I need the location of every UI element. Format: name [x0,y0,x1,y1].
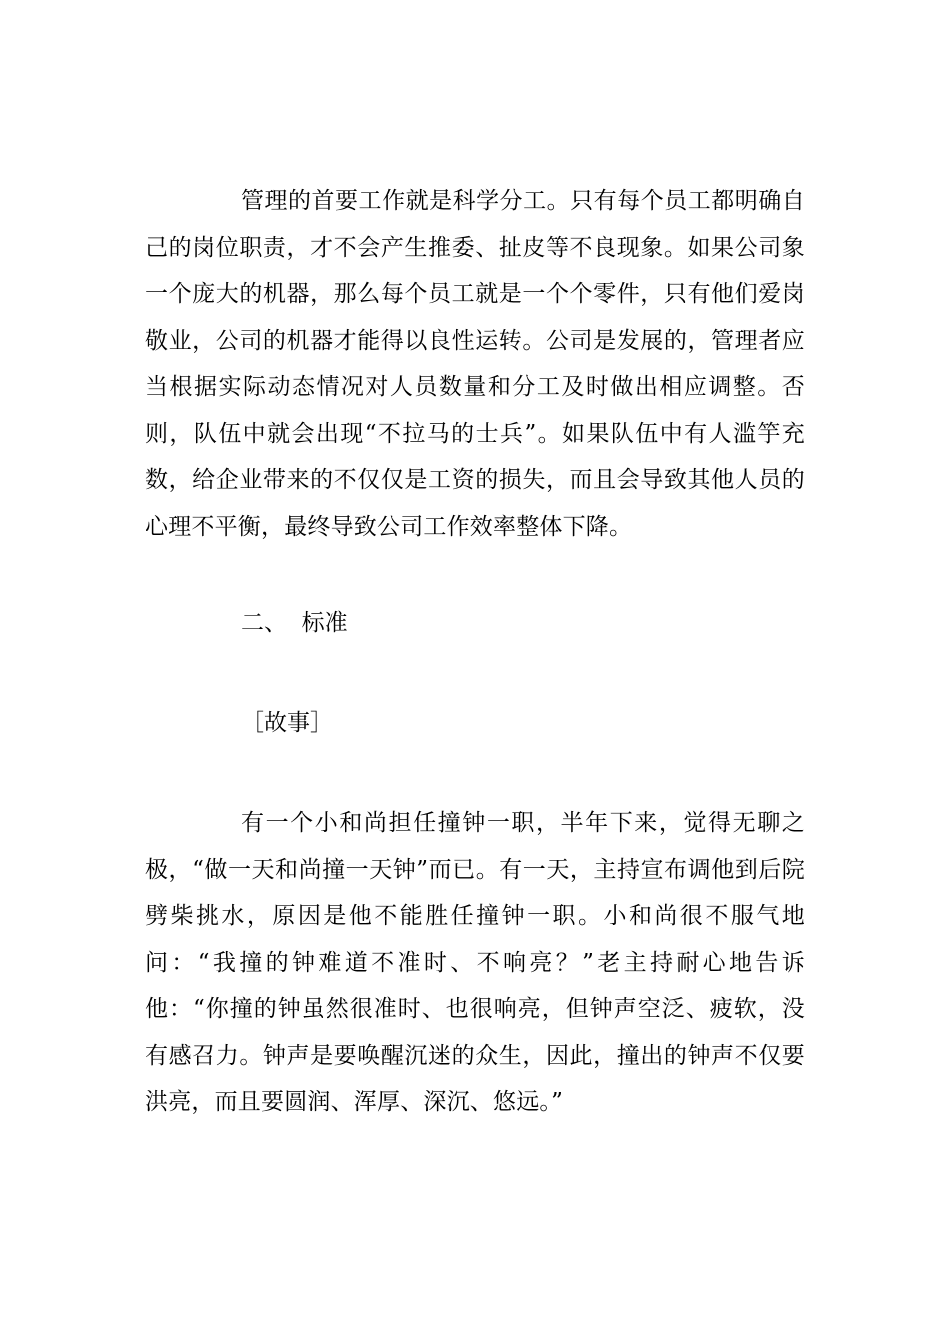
body-paragraph-monk-story: 有一个小和尚担任撞钟一职，半年下来，觉得无聊之极，“做一天和尚撞一天钟”而已。有一天，主持宣布调他到后院劈柴挑水，原因是他不能胜任撞钟一职。小和尚很不服气地问：“我撞的钟难道不准时、不响亮？”老主持耐心地告诉他：“你撞的钟虽然很准时、也很响亮，但钟声空泛、疲软，没有感召力。钟声是要唤醒沉迷的众生，因此，撞出的钟声不仅要洪亮，而且要圆润、浑厚、深沉、悠远。” [145,810,805,1115]
section-heading-standards: 二、 标准 [241,610,348,636]
story-label: ［故事］ [241,710,333,736]
body-paragraph-division-of-labor: 管理的首要工作就是科学分工。只有每个员工都明确自己的岗位职责，才不会产生推委、扯皮等不良现象。如果公司象一个庞大的机器，那么每个员工就是一个个零件，只有他们爱岗敬业，公司的机器才能得以良性运转。公司是发展的，管理者应当根据实际动态情况对人员数量和分工及时做出相应调整。否则，队伍中就会出现“不拉马的士兵”。如果队伍中有人滥竽充数，给企业带来的不仅仅是工资的损失，而且会导致其他人员的心理不平衡，最终导致公司工作效率整体下降。 [145,188,805,540]
